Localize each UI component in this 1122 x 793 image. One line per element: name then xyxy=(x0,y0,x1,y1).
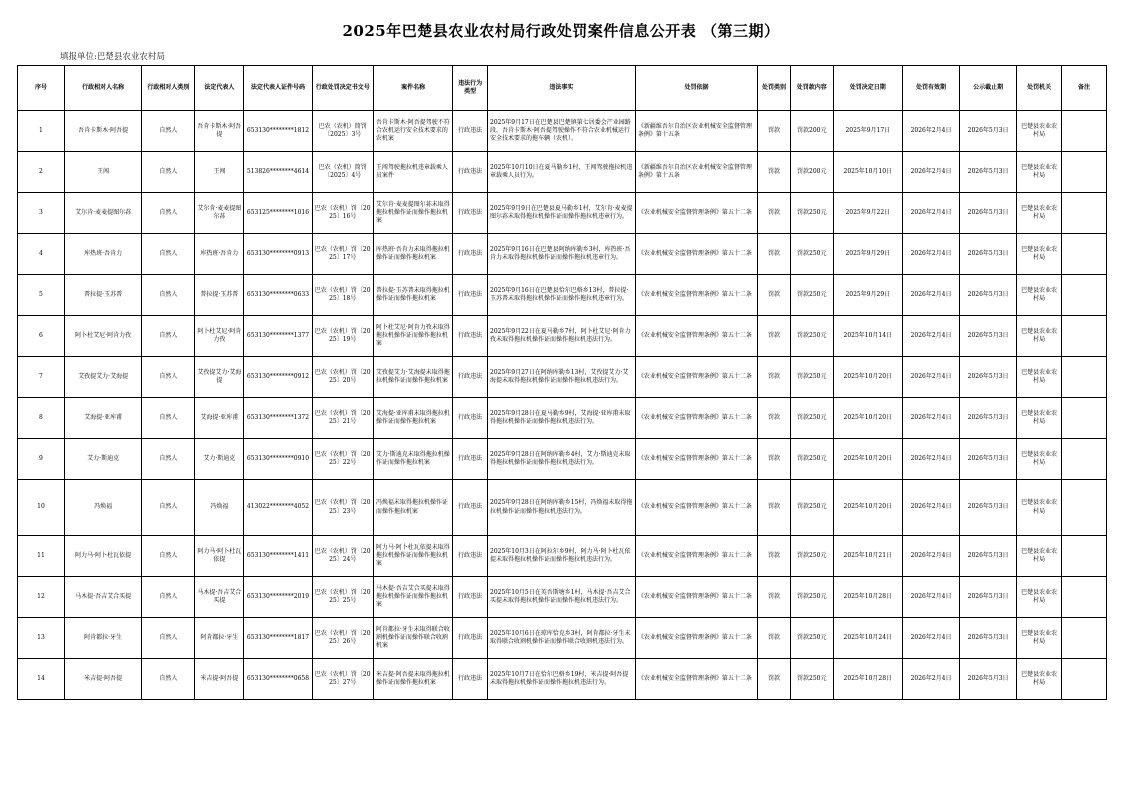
cell-org: 巴楚县农业农村局 xyxy=(1017,439,1062,480)
cell-basis: 《农业机械安全监督管理条例》第五十二条 xyxy=(635,357,757,398)
header-org: 处罚机关 xyxy=(1017,66,1062,111)
cell-case: 艾力·斯迪克未取得拖拉机操作证而操作拖拉机案 xyxy=(373,439,453,480)
cell-remark xyxy=(1062,618,1107,659)
cell-date: 2025年10月20日 xyxy=(833,480,902,536)
cell-case: 阿卜杜艾尼·阿肯力孜未取得拖拉机操作证而操作拖拉机案 xyxy=(373,316,453,357)
cell-name: 普拉提·玉苏普 xyxy=(64,275,141,316)
header-remark: 备注 xyxy=(1062,66,1107,111)
cell-valid: 2026年2月4日 xyxy=(902,439,959,480)
cell-rep: 米吉提·阿吾提 xyxy=(195,659,244,700)
cell-org: 巴楚县农业农村局 xyxy=(1017,275,1062,316)
table-row xyxy=(18,480,1107,536)
cell-cat: 行政违法 xyxy=(453,480,488,536)
cell-amount: 罚款250元 xyxy=(790,316,833,357)
cell-publish: 2026年5月3日 xyxy=(960,618,1017,659)
cell-remark xyxy=(1062,659,1107,700)
cell-valid: 2026年2月4日 xyxy=(902,618,959,659)
table-row xyxy=(18,536,1107,577)
cell-case: 阿力马·阿卜杜瓦依提未取得拖拉机操作证而操作拖拉机案 xyxy=(373,536,453,577)
cell-cat: 行政违法 xyxy=(453,152,488,193)
cell-type: 自然人 xyxy=(142,111,195,152)
cell-org: 巴楚县农业农村局 xyxy=(1017,398,1062,439)
cell-basis: 《新疆维吾尔自治区农业机械安全监督管理条例》第十五条 xyxy=(635,152,757,193)
cell-no: 4 xyxy=(18,234,65,275)
cell-kind: 罚款 xyxy=(758,439,791,480)
cell-name: 艾海提·亚库甫 xyxy=(64,398,141,439)
cell-type: 自然人 xyxy=(142,398,195,439)
cell-valid: 2026年2月4日 xyxy=(902,398,959,439)
cell-kind: 罚款 xyxy=(758,193,791,234)
cell-cat: 行政违法 xyxy=(453,234,488,275)
cell-valid: 2026年2月4日 xyxy=(902,659,959,700)
cell-rep: 阿卜杜艾尼·阿肯力孜 xyxy=(195,316,244,357)
cell-id: 653130********0913 xyxy=(244,234,312,275)
cell-remark xyxy=(1062,111,1107,152)
cell-rep: 艾力·斯迪克 xyxy=(195,439,244,480)
header-valid: 处罚有效期 xyxy=(902,66,959,111)
cell-amount: 罚款250元 xyxy=(790,439,833,480)
header-case: 案件名称 xyxy=(373,66,453,111)
cell-name: 库热班·吾肯力 xyxy=(64,234,141,275)
cell-publish: 2026年5月3日 xyxy=(960,275,1017,316)
cell-kind: 罚款 xyxy=(758,152,791,193)
cell-rep: 冯焕福 xyxy=(195,480,244,536)
cell-basis: 《新疆维吾尔自治区农业机械安全监督管理条例》第十五条 xyxy=(635,111,757,152)
cell-remark xyxy=(1062,234,1107,275)
cell-no: 5 xyxy=(18,275,65,316)
cell-type: 自然人 xyxy=(142,152,195,193)
header-no: 序号 xyxy=(18,66,65,111)
cell-cat: 行政违法 xyxy=(453,398,488,439)
cell-publish: 2026年5月3日 xyxy=(960,659,1017,700)
penalty-table xyxy=(17,65,1107,700)
cell-case: 吾肯卡斯木·阿吾提驾驶不符合农机运行安全技术要求的农机案 xyxy=(373,111,453,152)
header-kind: 处罚类别 xyxy=(758,66,791,111)
cell-id: 513826********4614 xyxy=(244,152,312,193)
cell-fact: 2025年10月5日在英吾斯塘乡1村，马木提·吾吉艾合买提未取得拖拉机操作证而操作拖拉机违法行为。 xyxy=(488,577,636,618)
cell-remark xyxy=(1062,577,1107,618)
cell-publish: 2026年5月3日 xyxy=(960,398,1017,439)
cell-rep: 库热班·吾肯力 xyxy=(195,234,244,275)
header-cat: 违法行为类型 xyxy=(453,66,488,111)
cell-doc: 巴农（农机）罚〔2025〕19号 xyxy=(312,316,373,357)
cell-doc: 巴农（农机）简罚〔2025〕4号 xyxy=(312,152,373,193)
cell-org: 巴楚县农业农村局 xyxy=(1017,111,1062,152)
cell-valid: 2026年2月4日 xyxy=(902,357,959,398)
cell-rep: 艾海提·亚库甫 xyxy=(195,398,244,439)
cell-cat: 行政违法 xyxy=(453,275,488,316)
cell-date: 2025年10月24日 xyxy=(833,618,902,659)
cell-publish: 2026年5月3日 xyxy=(960,152,1017,193)
cell-publish: 2026年5月3日 xyxy=(960,439,1017,480)
cell-date: 2025年9月17日 xyxy=(833,111,902,152)
cell-basis: 《农业机械安全监督管理条例》第五十二条 xyxy=(635,618,757,659)
cell-fact: 2025年9月17日在巴楚县巴楚镇第七居委会产业园路段，吾肯卡斯木·阿吾提驾驶操作不符合农业机械运行安全技术要求的拖车辆（农机）。 xyxy=(488,111,636,152)
cell-fact: 2025年9月27日在阿纳库勒乡13村，艾孜提艾力·艾海提未取得拖拉机操作证而操作拖拉机违法行为。 xyxy=(488,357,636,398)
cell-remark xyxy=(1062,357,1107,398)
cell-date: 2025年10月20日 xyxy=(833,398,902,439)
cell-kind: 罚款 xyxy=(758,111,791,152)
cell-no: 7 xyxy=(18,357,65,398)
cell-kind: 罚款 xyxy=(758,316,791,357)
cell-date: 2025年10月21日 xyxy=(833,536,902,577)
cell-case: 阿肯都拉·牙生未取得联合收割机操作证而操作联合收割机案 xyxy=(373,618,453,659)
cell-no: 8 xyxy=(18,398,65,439)
cell-kind: 罚款 xyxy=(758,618,791,659)
cell-date: 2025年10月14日 xyxy=(833,316,902,357)
cell-case: 库热班·吾肯力未取得拖拉机操作证而操作拖拉机案 xyxy=(373,234,453,275)
cell-name: 马木提·吾吉艾合买提 xyxy=(64,577,141,618)
cell-case: 普拉提·玉苏普未取得拖拉机操作证而操作拖拉机案 xyxy=(373,275,453,316)
cell-id: 653130********1411 xyxy=(244,536,312,577)
cell-cat: 行政违法 xyxy=(453,536,488,577)
cell-basis: 《农业机械安全监督管理条例》第五十二条 xyxy=(635,234,757,275)
cell-basis: 《农业机械安全监督管理条例》第五十二条 xyxy=(635,193,757,234)
cell-date: 2025年10月28日 xyxy=(833,577,902,618)
cell-rep: 马木提·吾吉艾合买提 xyxy=(195,577,244,618)
cell-fact: 2025年10月10日在夏马勒乡1村，王闯驾驶拖拉机违章载乘人员行为。 xyxy=(488,152,636,193)
cell-amount: 罚款250元 xyxy=(790,659,833,700)
cell-kind: 罚款 xyxy=(758,577,791,618)
cell-name: 米吉提·阿吾提 xyxy=(64,659,141,700)
cell-org: 巴楚县农业农村局 xyxy=(1017,577,1062,618)
cell-no: 12 xyxy=(18,577,65,618)
cell-basis: 《农业机械安全监督管理条例》第五十二条 xyxy=(635,577,757,618)
cell-id: 653130********0658 xyxy=(244,659,312,700)
cell-valid: 2026年2月4日 xyxy=(902,316,959,357)
cell-date: 2025年10月20日 xyxy=(833,439,902,480)
cell-name: 艾孜提艾力·艾海提 xyxy=(64,357,141,398)
cell-amount: 罚款250元 xyxy=(790,480,833,536)
cell-id: 413022********4052 xyxy=(244,480,312,536)
cell-fact: 2025年9月16日在巴楚县恰尔巴格乡13村，普拉提·玉苏普未取得拖拉机操作证而操作拖拉机违章行为。 xyxy=(488,275,636,316)
cell-name: 王闯 xyxy=(64,152,141,193)
cell-publish: 2026年5月3日 xyxy=(960,357,1017,398)
table-row xyxy=(18,234,1107,275)
cell-basis: 《农业机械安全监督管理条例》第五十二条 xyxy=(635,480,757,536)
cell-type: 自然人 xyxy=(142,275,195,316)
cell-amount: 罚款250元 xyxy=(790,536,833,577)
cell-cat: 行政违法 xyxy=(453,111,488,152)
cell-amount: 罚款200元 xyxy=(790,152,833,193)
header-fact: 违法事实 xyxy=(488,66,636,111)
cell-cat: 行政违法 xyxy=(453,618,488,659)
cell-cat: 行政违法 xyxy=(453,316,488,357)
cell-amount: 罚款250元 xyxy=(790,193,833,234)
cell-doc: 巴农（农机）罚〔2025〕26号 xyxy=(312,618,373,659)
cell-remark xyxy=(1062,193,1107,234)
cell-fact: 2025年9月16日在巴楚县阿纳库勒乡3村，库热班·吾肯力未取得拖拉机操作证而操作拖拉机违章行为。 xyxy=(488,234,636,275)
cell-name: 艾力·斯迪克 xyxy=(64,439,141,480)
cell-amount: 罚款250元 xyxy=(790,275,833,316)
cell-kind: 罚款 xyxy=(758,659,791,700)
cell-no: 9 xyxy=(18,439,65,480)
cell-doc: 巴农（农机）罚〔2025〕22号 xyxy=(312,439,373,480)
cell-id: 653130********0910 xyxy=(244,439,312,480)
cell-type: 自然人 xyxy=(142,193,195,234)
cell-basis: 《农业机械安全监督管理条例》第五十二条 xyxy=(635,275,757,316)
cell-cat: 行政违法 xyxy=(453,439,488,480)
cell-publish: 2026年5月3日 xyxy=(960,480,1017,536)
table-row xyxy=(18,577,1107,618)
cell-cat: 行政违法 xyxy=(453,577,488,618)
cell-kind: 罚款 xyxy=(758,357,791,398)
cell-remark xyxy=(1062,316,1107,357)
cell-id: 653130********1812 xyxy=(244,111,312,152)
cell-doc: 巴农（农机）罚〔2025〕25号 xyxy=(312,577,373,618)
cell-name: 阿卜杜艾尼·阿肯力孜 xyxy=(64,316,141,357)
cell-case: 艾尔肯·麦麦提图尔荪未取得拖拉机操作证而操作拖拉机案 xyxy=(373,193,453,234)
cell-name: 阿力马·阿卜杜瓦依提 xyxy=(64,536,141,577)
cell-name: 冯焕福 xyxy=(64,480,141,536)
cell-id: 653130********0633 xyxy=(244,275,312,316)
cell-id: 653130********1817 xyxy=(244,618,312,659)
cell-org: 巴楚县农业农村局 xyxy=(1017,152,1062,193)
table-row xyxy=(18,316,1107,357)
cell-kind: 罚款 xyxy=(758,536,791,577)
cell-org: 巴楚县农业农村局 xyxy=(1017,618,1062,659)
cell-no: 13 xyxy=(18,618,65,659)
cell-kind: 罚款 xyxy=(758,480,791,536)
cell-case: 冯焕福未取得拖拉机操作证而操作拖拉机案 xyxy=(373,480,453,536)
cell-basis: 《农业机械安全监督管理条例》第五十二条 xyxy=(635,659,757,700)
cell-doc: 巴农（农机）罚〔2025〕23号 xyxy=(312,480,373,536)
cell-no: 11 xyxy=(18,536,65,577)
cell-rep: 吾肯卡斯木·阿吾提 xyxy=(195,111,244,152)
header-id: 法定代表人证件号码 xyxy=(244,66,312,111)
cell-amount: 罚款200元 xyxy=(790,111,833,152)
cell-doc: 巴农（农机）简罚〔2025〕3号 xyxy=(312,111,373,152)
cell-case: 艾孜提艾力·艾海提未取得拖拉机操作证而操作拖拉机案 xyxy=(373,357,453,398)
cell-date: 2025年10月10日 xyxy=(833,152,902,193)
cell-kind: 罚款 xyxy=(758,234,791,275)
cell-kind: 罚款 xyxy=(758,275,791,316)
header-doc: 行政处罚决定书文号 xyxy=(312,66,373,111)
cell-case: 艾海提·亚库甫未取得拖拉机操作证而操作拖拉机案 xyxy=(373,398,453,439)
cell-date: 2025年10月28日 xyxy=(833,659,902,700)
cell-publish: 2026年5月3日 xyxy=(960,316,1017,357)
cell-type: 自然人 xyxy=(142,316,195,357)
cell-org: 巴楚县农业农村局 xyxy=(1017,480,1062,536)
cell-rep: 艾尔肯·麦麦提图尔荪 xyxy=(195,193,244,234)
cell-case: 王闯驾驶拖拉机违章载乘人员案件 xyxy=(373,152,453,193)
table-row xyxy=(18,398,1107,439)
cell-name: 艾尔肯·麦麦提图尔荪 xyxy=(64,193,141,234)
cell-kind: 罚款 xyxy=(758,398,791,439)
cell-name: 吾肯卡斯木·阿吾提 xyxy=(64,111,141,152)
cell-doc: 巴农（农机）罚〔2025〕16号 xyxy=(312,193,373,234)
cell-type: 自然人 xyxy=(142,618,195,659)
cell-type: 自然人 xyxy=(142,536,195,577)
cell-org: 巴楚县农业农村局 xyxy=(1017,316,1062,357)
table-body xyxy=(18,111,1107,700)
cell-valid: 2026年2月4日 xyxy=(902,152,959,193)
cell-doc: 巴农（农机）罚〔2025〕27号 xyxy=(312,659,373,700)
cell-basis: 《农业机械安全监督管理条例》第五十二条 xyxy=(635,439,757,480)
cell-id: 653130********2019 xyxy=(244,577,312,618)
cell-doc: 巴农（农机）罚〔2025〕18号 xyxy=(312,275,373,316)
cell-no: 3 xyxy=(18,193,65,234)
cell-valid: 2026年2月4日 xyxy=(902,536,959,577)
cell-doc: 巴农（农机）罚〔2025〕20号 xyxy=(312,357,373,398)
cell-valid: 2026年2月4日 xyxy=(902,480,959,536)
cell-publish: 2026年5月3日 xyxy=(960,577,1017,618)
table-row xyxy=(18,357,1107,398)
cell-no: 1 xyxy=(18,111,65,152)
cell-id: 653130********1377 xyxy=(244,316,312,357)
header-publish: 公示截止期 xyxy=(960,66,1017,111)
header-rep: 法定代表人 xyxy=(195,66,244,111)
cell-amount: 罚款250元 xyxy=(790,357,833,398)
table-row xyxy=(18,193,1107,234)
cell-amount: 罚款250元 xyxy=(790,398,833,439)
header-date: 处罚决定日期 xyxy=(833,66,902,111)
table-row xyxy=(18,439,1107,480)
cell-cat: 行政违法 xyxy=(453,357,488,398)
table-row xyxy=(18,111,1107,152)
cell-amount: 罚款250元 xyxy=(790,618,833,659)
cell-type: 自然人 xyxy=(142,480,195,536)
page-title: 2025年巴楚县农业农村局行政处罚案件信息公开表 （第三期） xyxy=(342,22,780,40)
cell-rep: 阿力马·阿卜杜瓦依提 xyxy=(195,536,244,577)
header-amount: 处罚款内容 xyxy=(790,66,833,111)
cell-remark xyxy=(1062,480,1107,536)
cell-date: 2025年9月22日 xyxy=(833,193,902,234)
header-name: 行政相对人名称 xyxy=(64,66,141,111)
cell-fact: 2025年10月3日在阿拉尔乡9村，阿力马·阿卜杜瓦依提未取得拖拉机操作证而操作拖拉机违法行为。 xyxy=(488,536,636,577)
cell-remark xyxy=(1062,439,1107,480)
cell-org: 巴楚县农业农村局 xyxy=(1017,193,1062,234)
cell-date: 2025年10月20日 xyxy=(833,357,902,398)
cell-no: 6 xyxy=(18,316,65,357)
cell-org: 巴楚县农业农村局 xyxy=(1017,234,1062,275)
cell-valid: 2026年2月4日 xyxy=(902,111,959,152)
cell-rep: 阿肯都拉·牙生 xyxy=(195,618,244,659)
cell-publish: 2026年5月3日 xyxy=(960,193,1017,234)
cell-case: 马木提·吾吉艾合买提未取得拖拉机操作证而操作拖拉机案 xyxy=(373,577,453,618)
cell-fact: 2025年10月7日在恰尔巴格乡19村，米吉提·阿吾提未取得拖拉机操作证而操作拖拉机违法行为。 xyxy=(488,659,636,700)
cell-basis: 《农业机械安全监督管理条例》第五十二条 xyxy=(635,398,757,439)
cell-no: 14 xyxy=(18,659,65,700)
cell-remark xyxy=(1062,152,1107,193)
cell-valid: 2026年2月4日 xyxy=(902,577,959,618)
cell-fact: 2025年9月28日在阿纳库勒乡4村，艾力·斯迪克未取得拖拉机操作证而操作拖拉机违法行为。 xyxy=(488,439,636,480)
cell-rep: 艾孜提艾力·艾海提 xyxy=(195,357,244,398)
cell-fact: 2025年9月28日在夏马勒乡9村，艾海提·亚库甫未取得拖拉机操作证而操作拖拉机违法行为。 xyxy=(488,398,636,439)
cell-remark xyxy=(1062,275,1107,316)
reporting-unit-label: 填报单位:巴楚县农业农村局 xyxy=(60,52,165,62)
header-type: 行政相对人类别 xyxy=(142,66,195,111)
cell-publish: 2026年5月3日 xyxy=(960,536,1017,577)
cell-org: 巴楚县农业农村局 xyxy=(1017,536,1062,577)
cell-date: 2025年9月29日 xyxy=(833,275,902,316)
cell-doc: 巴农（农机）罚〔2025〕24号 xyxy=(312,536,373,577)
cell-case: 米吉提·阿吾提未取得拖拉机操作证而操作拖拉机案 xyxy=(373,659,453,700)
cell-remark xyxy=(1062,398,1107,439)
cell-doc: 巴农（农机）罚〔2025〕21号 xyxy=(312,398,373,439)
cell-type: 自然人 xyxy=(142,439,195,480)
cell-remark xyxy=(1062,536,1107,577)
cell-org: 巴楚县农业农村局 xyxy=(1017,659,1062,700)
table-row xyxy=(18,275,1107,316)
cell-type: 自然人 xyxy=(142,234,195,275)
header-basis: 处罚依据 xyxy=(635,66,757,111)
table-row xyxy=(18,659,1107,700)
cell-date: 2025年9月29日 xyxy=(833,234,902,275)
cell-doc: 巴农（农机）罚〔2025〕17号 xyxy=(312,234,373,275)
cell-amount: 罚款250元 xyxy=(790,577,833,618)
cell-id: 653130********1372 xyxy=(244,398,312,439)
cell-cat: 行政违法 xyxy=(453,193,488,234)
cell-rep: 普拉提·玉苏普 xyxy=(195,275,244,316)
table-row xyxy=(18,618,1107,659)
cell-valid: 2026年2月4日 xyxy=(902,193,959,234)
cell-publish: 2026年5月3日 xyxy=(960,234,1017,275)
cell-no: 2 xyxy=(18,152,65,193)
cell-org: 巴楚县农业农村局 xyxy=(1017,357,1062,398)
cell-fact: 2025年9月9日在巴楚县夏马勒乡1村，艾尔肯·麦麦提图尔荪未取得拖拉机操作证而操作拖拉机违章行为。 xyxy=(488,193,636,234)
cell-name: 阿肯都拉·牙生 xyxy=(64,618,141,659)
cell-basis: 《农业机械安全监督管理条例》第五十二条 xyxy=(635,536,757,577)
cell-rep: 王闯 xyxy=(195,152,244,193)
cell-amount: 罚款250元 xyxy=(790,234,833,275)
cell-publish: 2026年5月3日 xyxy=(960,111,1017,152)
cell-fact: 2025年9月22日在夏马勒乡7村，阿卜杜艾尼·阿肯力孜未取得拖拉机操作证而操作拖拉机违法行为。 xyxy=(488,316,636,357)
cell-fact: 2025年10月6日在琼库恰克乡3村，阿肯都拉·牙生未取得联合收割机操作证而操作联合收割机违法行为。 xyxy=(488,618,636,659)
cell-id: 653125********1016 xyxy=(244,193,312,234)
cell-no: 10 xyxy=(18,480,65,536)
table-header-row xyxy=(18,66,1107,111)
cell-valid: 2026年2月4日 xyxy=(902,234,959,275)
cell-basis: 《农业机械安全监督管理条例》第五十二条 xyxy=(635,316,757,357)
cell-type: 自然人 xyxy=(142,577,195,618)
table-row xyxy=(18,152,1107,193)
cell-fact: 2025年9月28日在阿纳库勒乡15村，冯焕福未取得拖拉机操作证而操作拖拉机违法行为。 xyxy=(488,480,636,536)
cell-id: 653130********0912 xyxy=(244,357,312,398)
cell-cat: 行政违法 xyxy=(453,659,488,700)
cell-valid: 2026年2月4日 xyxy=(902,275,959,316)
cell-type: 自然人 xyxy=(142,357,195,398)
cell-type: 自然人 xyxy=(142,659,195,700)
